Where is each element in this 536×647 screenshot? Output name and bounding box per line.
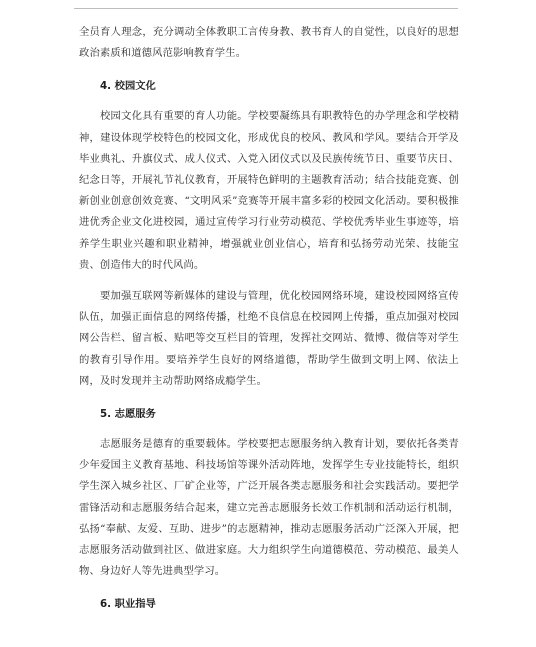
section-heading-volunteer-service: 5. 志愿服务 <box>100 408 156 421</box>
header-rule <box>74 8 458 9</box>
campus-culture-paragraph-1: 校园文化具有重要的育人功能。学校要凝练具有职教特色的办学理念和学校精神，建设体现学校特色的校园文化，形成优良的校风、教风和学风。要结合开学及毕业典礼、升旗仪式、成人仪式、入党入团仪式以及民族传统节日、重要节庆日、纪念日等，开展礼节礼仪教育，开展特色鲜明的主题教育活动；结合技能竞赛、创新创业创意创效竞赛、“文明风采”竞赛等开展丰富多彩的校园文化活动。要积极推进优秀企业文化进校园，通过宣传学习行业劳动模范、学校优秀毕业生事迹等，培养学生职业兴趣和职业精神，增强就业创业信心，培育和弘扬劳动光荣、技能宝贵、创造伟大的时代风尚。 <box>79 110 459 271</box>
volunteer-service-paragraph-1: 志愿服务是德育的重要载体。学校要把志愿服务纳入教育计划，要依托各类青少年爱国主义教育基地、科技场馆等课外活动阵地，发挥学生专业技能特长，组织学生深入城乡社区、厂矿企业等，广泛开展各类志愿服务和社会实践活动。要把学雷锋活动和志愿服务结合起来，建立完善志愿服务长效工作机制和活动运行机制，弘扬“奉献、友爱、互助、进步”的志愿精神，推动志愿服务活动广泛深入开展，把志愿服务活动做到社区、做进家庭。大力组织学生向道德模范、劳动模范、最美人物、身边好人等先进典型学习。 <box>79 438 459 578</box>
section-heading-campus-culture: 4. 校园文化 <box>100 80 156 93</box>
spacer <box>79 96 459 106</box>
document-body <box>79 22 459 614</box>
spacer <box>79 276 459 286</box>
intro-paragraph-tail: 全员育人理念，充分调动全体教职工言传身教、教书育人的自觉性，以良好的思想政治素质和道德风范影响教育学生。 <box>79 26 459 60</box>
spacer <box>79 392 459 404</box>
spacer <box>79 64 459 76</box>
campus-culture-paragraph-2: 要加强互联网等新媒体的建设与管理，优化校园网络环境，建设校园网络宣传队伍，加强正面信息的网络传播，杜绝不良信息在校园网上传播，重点加强对校园网公告栏、留言板、贴吧等交互栏目的管理，发挥社交网站、微博、微信等对学生的教育引导作用。要培养学生良好的网络道德，帮助学生做到文明上网、依法上网，及时发现并主动帮助网络成瘾学生。 <box>79 290 459 387</box>
spacer <box>79 424 459 434</box>
section-heading-career-guidance: 6. 职业指导 <box>100 598 156 611</box>
spacer <box>79 582 459 594</box>
